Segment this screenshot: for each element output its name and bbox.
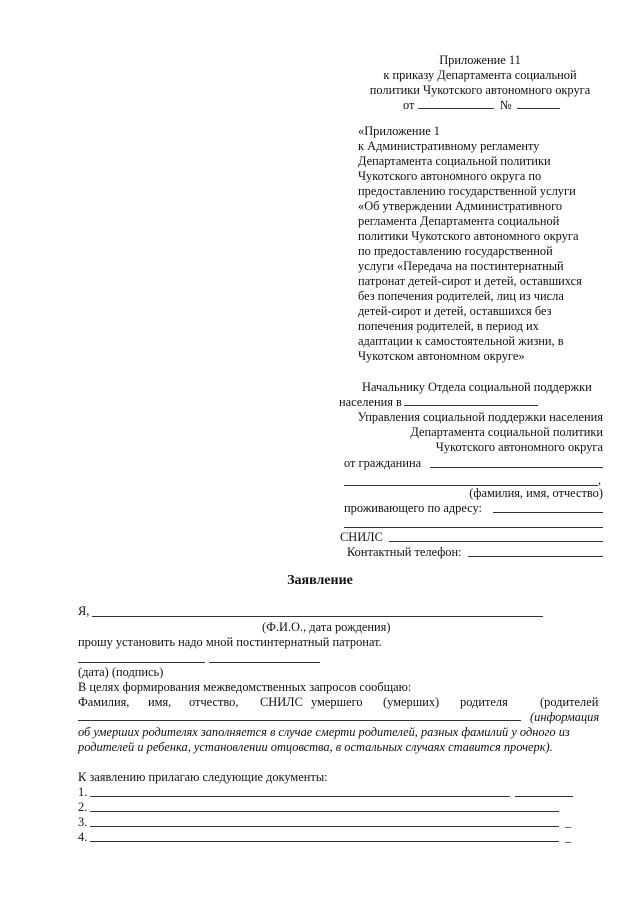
attachment-number: 4. <box>78 830 88 844</box>
fio-dob-hint: (Ф.И.О., дата рождения) <box>262 620 391 634</box>
parents-word: СНИЛС <box>260 695 303 709</box>
addressee-line: Чукотского автономного округа <box>435 440 603 454</box>
appendix-date-blank <box>418 108 494 109</box>
attachment-number: 1. <box>78 785 88 799</box>
addressee-line: Департамента социальной политики <box>410 425 603 439</box>
citizen-name-blank[interactable] <box>430 467 603 468</box>
appendix1-line: предоставлению государственной услуги <box>358 184 576 198</box>
i-label: Я, <box>78 604 90 618</box>
appendix1-line: «Приложение 1 <box>358 124 440 138</box>
appendix1-line: попечения родителей, в период их <box>358 319 539 333</box>
appendix1-line: Чукотском автономном округе» <box>358 349 525 363</box>
parents-word: имя, <box>148 695 172 709</box>
parents-word: отчество, <box>189 695 239 709</box>
attachment-blank[interactable] <box>90 841 559 842</box>
date-blank[interactable] <box>78 662 205 663</box>
parents-word: умершего <box>311 695 363 709</box>
attachment-blank-extra[interactable] <box>515 796 573 797</box>
address-blank[interactable] <box>493 512 603 513</box>
info-note-line: об умерших родителях заполняется в случае смерти родителей, разных фамилий у одного из <box>78 725 570 739</box>
phone-label: Контактный телефон: <box>347 545 462 559</box>
address-blank-2[interactable] <box>344 527 603 528</box>
info-note-start: (информация <box>530 710 600 724</box>
appendix1-line: адаптации к самостоятельной жизни, в <box>358 334 564 348</box>
appendix1-line: патронат детей-сирот и детей, оставшихся <box>358 274 582 288</box>
appendix-from-label: от <box>403 98 415 112</box>
addressee-region-blank[interactable] <box>404 405 538 406</box>
attachment-number: 3. <box>78 815 88 829</box>
parents-word: (умерших) <box>383 695 440 709</box>
attachment-number: 2. <box>78 800 88 814</box>
appendix1-line: без попечения родителей, лиц из числа <box>358 289 564 303</box>
addressee-line: Управления социальной поддержки населения <box>357 410 603 424</box>
appendix-policy-line: политики Чукотского автономного округа <box>369 83 591 97</box>
appendix1-line: услуги «Передача на постинтернатный <box>358 259 564 273</box>
application-title: Заявление <box>287 573 353 588</box>
date-sign-hint: (дата) (подпись) <box>78 665 164 679</box>
appendix1-line: по предоставлению государственной <box>358 244 553 258</box>
fio-dob-blank[interactable] <box>92 616 543 617</box>
appendix1-line: Департамента социальной политики <box>358 154 551 168</box>
attachment-trail: _ <box>565 830 572 844</box>
attachments-label: К заявлению прилагаю следующие документы: <box>78 770 328 784</box>
phone-blank[interactable] <box>468 556 603 557</box>
attachment-blank[interactable] <box>90 811 559 812</box>
snils-label: СНИЛС <box>340 530 383 544</box>
appendix-title: Приложение 11 <box>439 53 521 67</box>
from-citizen-label: от гражданина <box>344 456 422 470</box>
request-text: прошу установить надо мной постинтернатный патронат. <box>78 635 382 649</box>
snils-blank[interactable] <box>389 541 603 542</box>
attachment-trail: _ <box>565 815 572 829</box>
interagency-text: В целях формирования межведомственных запросов сообщаю: <box>78 680 412 694</box>
signature-blank[interactable] <box>209 662 320 663</box>
parents-word: Фамилия, <box>78 695 130 709</box>
appendix1-line: Чукотского автономного округа по <box>358 169 542 183</box>
appendix1-line: детей-сирот и детей, оставшихся без <box>358 304 552 318</box>
addressee-line: населения в <box>339 395 402 409</box>
parents-word: родителя <box>460 695 508 709</box>
attachment-blank[interactable] <box>90 826 559 827</box>
appendix1-line: «Об утверждении Административного <box>358 199 563 213</box>
appendix-number-label: № <box>500 98 512 112</box>
info-note-line: родителей и ребенка, установлении отцовства, в остальных случаях ставится прочерк). <box>78 740 553 754</box>
appendix1-line: к Административному регламенту <box>358 139 540 153</box>
parents-word: (родителей <box>540 695 599 709</box>
address-label: проживающего по адресу: <box>344 501 482 515</box>
fio-hint: (фамилия, имя, отчество) <box>469 486 603 500</box>
comma-mark: , <box>598 473 602 487</box>
attachment-blank[interactable] <box>90 796 510 797</box>
appendix-number-blank <box>517 108 560 109</box>
parents-info-blank[interactable] <box>78 720 521 721</box>
appendix1-line: регламента Департамента социальной <box>358 214 560 228</box>
appendix1-line: политики Чукотского автономного округа <box>358 229 579 243</box>
addressee-line: Начальнику Отдела социальной поддержки <box>362 380 592 394</box>
appendix-order-line: к приказу Департамента социальной <box>383 68 577 82</box>
